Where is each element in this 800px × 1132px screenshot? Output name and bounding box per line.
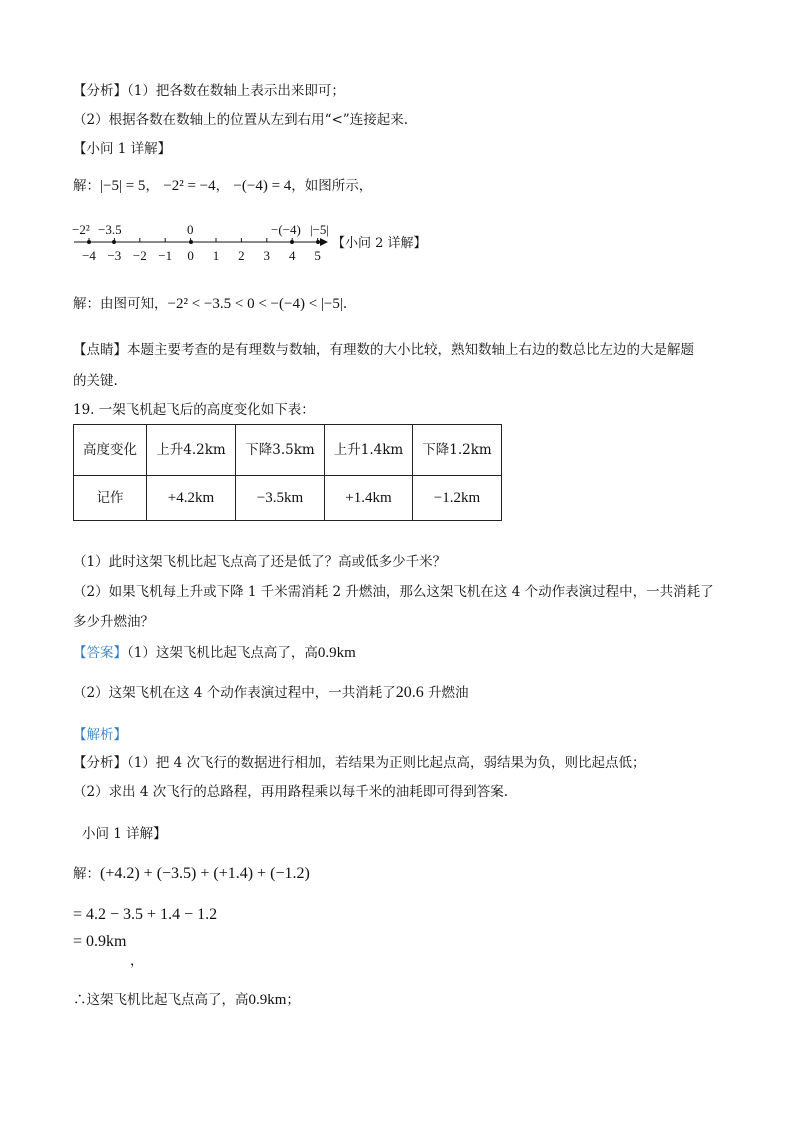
tick-label: −1 (158, 248, 173, 263)
number-line (70, 218, 490, 268)
table-row (74, 425, 502, 476)
point-zero (189, 240, 193, 244)
label-neg-2-squared: −2² (72, 222, 90, 237)
solution2-line: 解：由图可知，−2² < −3.5 < 0 < −(−4) < |−5|. (73, 296, 348, 312)
question-part-2a: （2）如果飞机每上升或下降 1 千米需消耗 2 升燃油，那么这架飞机在这 4 个动作表演过程中，一共消耗了 (73, 584, 714, 600)
abs-expr: |−5| = 5 (100, 178, 146, 194)
question-19-title: 19. 一架飞机起飞后的高度变化如下表： (73, 402, 315, 418)
inequality-expr: −2² < −3.5 < 0 < −(−4) < |−5| (167, 296, 343, 312)
table-cell: 高度变化 (74, 425, 147, 476)
tick-label: 4 (288, 248, 296, 263)
answer-line-2: （2）这架飞机在这 4 个动作表演过程中，一共消耗了20.6 升燃油 (73, 684, 469, 701)
tick-label: −3 (107, 248, 122, 263)
answer-tag: 【答案】 (73, 645, 127, 661)
calc-line-1: 解：(+4.2) + (−3.5) + (+1.4) + (−1.2) (73, 865, 310, 882)
tick-label: 2 (238, 248, 245, 263)
table-cell: 上升1.4km (325, 425, 413, 476)
tick-label: 0 (187, 248, 194, 263)
tick-label: 1 (212, 248, 220, 263)
conclusion-line: ∴这架飞机比起飞点高了，高0.9km； (73, 992, 300, 1008)
calc-comma: ， (130, 953, 144, 969)
detail1-header: 【小问 1 详解】 (73, 141, 172, 157)
neg-expr: −(−4) = 4 (233, 178, 292, 194)
answer-line-1: 【答案】（1）这架飞机比起飞点高了，高0.9km (73, 645, 356, 661)
arrow-right-icon (320, 238, 328, 246)
table-cell: −1.2km (413, 476, 502, 521)
point-neg-4 (87, 240, 91, 244)
table-cell: 上升4.2km (147, 425, 236, 476)
table-cell: +4.2km (147, 476, 236, 521)
inline-detail2-header: 【小问 2 详解】 (332, 236, 427, 251)
point-4 (290, 240, 294, 244)
label-neg-3-5: −3.5 (98, 222, 122, 237)
calc-expr-3: = 0.9km (73, 933, 127, 950)
jiexi-tag: 【解析】 (73, 727, 127, 743)
calc-expr-1: (+4.2) + (−3.5) + (+1.4) + (−1.2) (100, 865, 310, 882)
table-row (74, 476, 502, 521)
tick-label: 3 (263, 248, 271, 263)
calc-expr-2: = 4.2 − 3.5 + 1.4 − 1.2 (73, 906, 218, 923)
question-part-2b: 多少升燃油？ (73, 614, 154, 630)
label-abs-neg-5: |−5| (310, 222, 330, 237)
label-neg-neg-4: −(−4) (271, 222, 301, 237)
solution1-line: 解：|−5| = 5， −2² = −4， −(−4) = 4，如图所示， (73, 178, 373, 194)
point-5 (316, 240, 320, 244)
comment-line-2: 的关键. (73, 373, 118, 389)
point-neg-3-5 (112, 240, 116, 244)
tick-label: 5 (314, 248, 321, 263)
tick-label: −2 (132, 248, 147, 263)
table-cell: −3.5km (236, 476, 325, 521)
analysis-line-1: 【分析】（1）把各数在数轴上表示出来即可； (73, 83, 345, 99)
square-expr: −2² = −4 (163, 178, 216, 194)
table-cell: +1.4km (325, 476, 413, 521)
table-cell: 记作 (74, 476, 147, 521)
analysis2-line-2: （2）求出 4 次飞行的总路程，再用路程乘以每千米的油耗即可得到答案. (73, 784, 509, 800)
analysis-tag: 【分析】 (73, 83, 127, 99)
tick-label: −4 (82, 248, 96, 263)
altitude-table (73, 424, 502, 521)
table-cell: 下降1.2km (413, 425, 502, 476)
label-zero-top: 0 (187, 222, 194, 237)
question-part-1: （1）此时这架飞机比起飞点高了还是低了？高或低多少千米？ (73, 554, 447, 570)
analysis2-line-1: 【分析】（1）把 4 次飞行的数据进行相加，若结果为正则比起点高，弱结果为负，则比起点低； (73, 755, 646, 771)
table-cell: 下降3.5km (236, 425, 325, 476)
analysis-line-2: （2）根据各数在数轴上的位置从左到右用“<”连接起来. (73, 112, 408, 128)
comment-line-1: 【点睛】本题主要考查的是有理数与数轴，有理数的大小比较，熟知数轴上右边的数总比左边的大是解题 (73, 342, 694, 358)
detail2-header: 小问 1 详解】 (82, 826, 167, 842)
